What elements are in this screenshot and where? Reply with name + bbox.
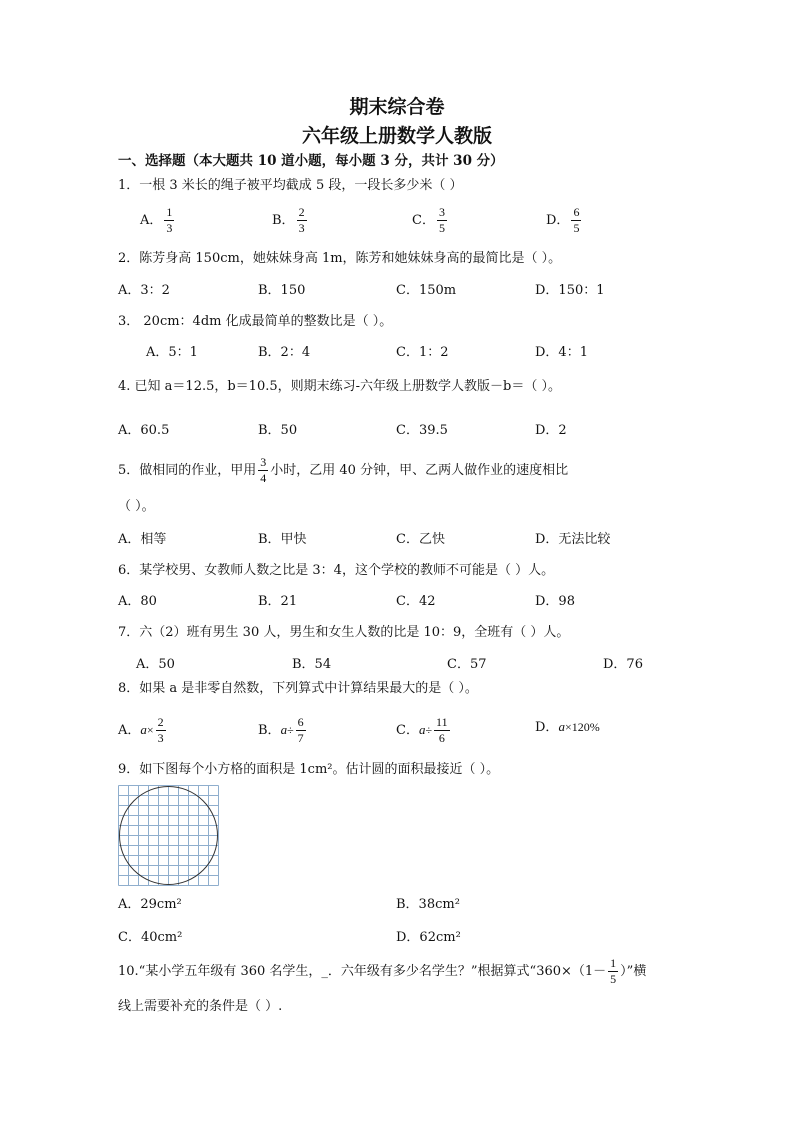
question-1-option-b (272, 206, 309, 235)
question-9-option-c: C．40cm² (118, 930, 183, 945)
page-title: 期末综合卷 (349, 96, 445, 118)
question-5-option-a: A．相等 (118, 532, 167, 547)
operator: × (146, 723, 154, 737)
option-label: C． (412, 213, 435, 228)
question-2-option-c: C．150m (396, 283, 457, 298)
variable: a (280, 722, 288, 737)
question-9-option-a: A．29cm² (118, 897, 182, 912)
question-5-option-d: D．无法比较 (535, 532, 611, 547)
option-label: D． (535, 720, 559, 735)
stem-text: ）”横 (620, 964, 647, 979)
question-6-option-b: B．21 (258, 594, 298, 609)
question-4-stem: 4. 已知 a＝12.5，b＝10.5，则期末练习-六年级上册数学人教版－b＝（ ）。 (118, 379, 561, 394)
question-8-stem: 8．如果 a 是非零自然数，下列算式中计算结果最大的是（ ）。 (118, 681, 478, 696)
question-4-option-b: B．50 (258, 423, 298, 438)
question-2-option-d: D．150：1 (535, 283, 605, 298)
operator: ÷ (287, 723, 294, 737)
question-2-option-a: A．3：2 (118, 283, 170, 298)
fraction (434, 716, 450, 745)
option-label: C． (396, 723, 419, 738)
question-8-option-a (118, 716, 168, 745)
question-5-stem (118, 455, 568, 487)
option-label: B． (272, 213, 295, 228)
fraction (297, 206, 307, 235)
question-8-option-c (396, 716, 452, 745)
numerator: 1 (166, 205, 173, 219)
question-9-option-b: B．38cm² (396, 897, 460, 912)
fraction (296, 716, 306, 745)
question-3-option-d: D．4：1 (535, 345, 588, 360)
stem-text: 10.“某小学五年级有 360 名学生，_．六年级有多少名学生？”根据算式“360×（1－ (118, 964, 607, 979)
denominator: 3 (298, 221, 305, 235)
question-7-option-a: A．50 (136, 657, 175, 672)
option-label: D． (546, 213, 570, 228)
question-4-option-a: A．60.5 (118, 423, 170, 438)
denominator: 5 (573, 221, 580, 235)
question-6-option-a: A．80 (118, 594, 157, 609)
question-1-stem: 1．一根 3 米长的绳子被平均截成 5 段，一段长多少米（ ） (118, 178, 463, 193)
question-8-option-d (535, 718, 600, 737)
question-1-option-c (412, 206, 449, 235)
fraction (258, 456, 268, 485)
denominator: 5 (438, 221, 445, 235)
variable: a (140, 722, 147, 737)
question-5-blank: （ ）。 (118, 499, 155, 514)
denominator: 5 (610, 972, 617, 986)
numerator: 1 (610, 956, 617, 970)
question-7-option-b: B．54 (292, 657, 332, 672)
denominator: 3 (166, 221, 173, 235)
fraction (437, 206, 447, 235)
question-5-option-b: B．甲快 (258, 532, 307, 547)
operator: ÷ (425, 723, 433, 737)
fraction (156, 716, 166, 745)
denominator: 6 (438, 731, 445, 745)
question-5-option-c: C．乙快 (396, 532, 445, 547)
numerator: 2 (157, 715, 164, 729)
section-heading: 一、选择题（本大题共 10 道小题，每小题 3 分，共计 30 分） (118, 153, 504, 169)
denominator: 7 (297, 731, 304, 745)
fraction (571, 206, 581, 235)
question-4-option-d: D．2 (535, 423, 567, 438)
operator: ×120% (564, 720, 600, 734)
question-10-stem (118, 956, 646, 988)
question-6-stem: 6．某学校男、女教师人数之比是 3：4，这个学校的教师不可能是（ ）人。 (118, 563, 555, 578)
question-8-option-b (258, 716, 308, 745)
numerator: 3 (438, 205, 445, 219)
grid-circle-figure (118, 785, 219, 886)
numerator: 11 (436, 715, 448, 729)
page-subtitle: 六年级上册数学人教版 (301, 125, 492, 147)
question-9-stem: 9．如下图每个小方格的面积是 1cm²。估计圆的面积最接近（ ）。 (118, 762, 500, 777)
question-7-option-d: D．76 (603, 657, 643, 672)
stem-text: 5．做相同的作业，甲用 (118, 463, 257, 478)
numerator: 2 (298, 205, 305, 219)
question-2-stem: 2．陈芳身高 150cm，她妹妹身高 1m，陈芳和她妹妹身高的最简比是（ ）。 (118, 251, 562, 266)
question-7-stem: 7．六（2）班有男生 30 人，男生和女生人数的比是 10：9，全班有（ ）人。 (118, 625, 570, 640)
question-6-option-c: C．42 (396, 594, 436, 609)
variable: a (558, 719, 565, 734)
option-label: A． (140, 213, 163, 228)
question-3-option-b: B．2：4 (258, 345, 311, 360)
question-9-option-d: D．62cm² (396, 930, 461, 945)
question-3-stem: 3． 20cm：4dm 化成最简单的整数比是（ ）。 (118, 314, 393, 329)
question-2-option-b: B．150 (258, 283, 306, 298)
question-3-option-a: A．5：1 (146, 345, 198, 360)
option-label: B． (258, 723, 281, 738)
question-1-option-a (140, 206, 176, 235)
fraction (164, 206, 174, 235)
denominator: 4 (260, 471, 267, 485)
numerator: 6 (573, 205, 580, 219)
fraction (608, 957, 618, 986)
question-1-option-d (546, 206, 583, 235)
question-6-option-d: D．98 (535, 594, 575, 609)
question-3-option-c: C．1：2 (396, 345, 449, 360)
denominator: 3 (157, 731, 164, 745)
question-10-line2: 线上需要补充的条件是（ ）. (118, 999, 283, 1014)
question-7-option-c: C．57 (447, 657, 487, 672)
stem-text: 小时，乙用 40 分钟，甲、乙两人做作业的速度相比 (270, 463, 569, 478)
option-label: A． (118, 723, 141, 738)
variable: a (418, 722, 426, 737)
question-4-option-c: C．39.5 (396, 423, 448, 438)
numerator: 6 (297, 715, 304, 729)
numerator: 3 (260, 455, 267, 469)
